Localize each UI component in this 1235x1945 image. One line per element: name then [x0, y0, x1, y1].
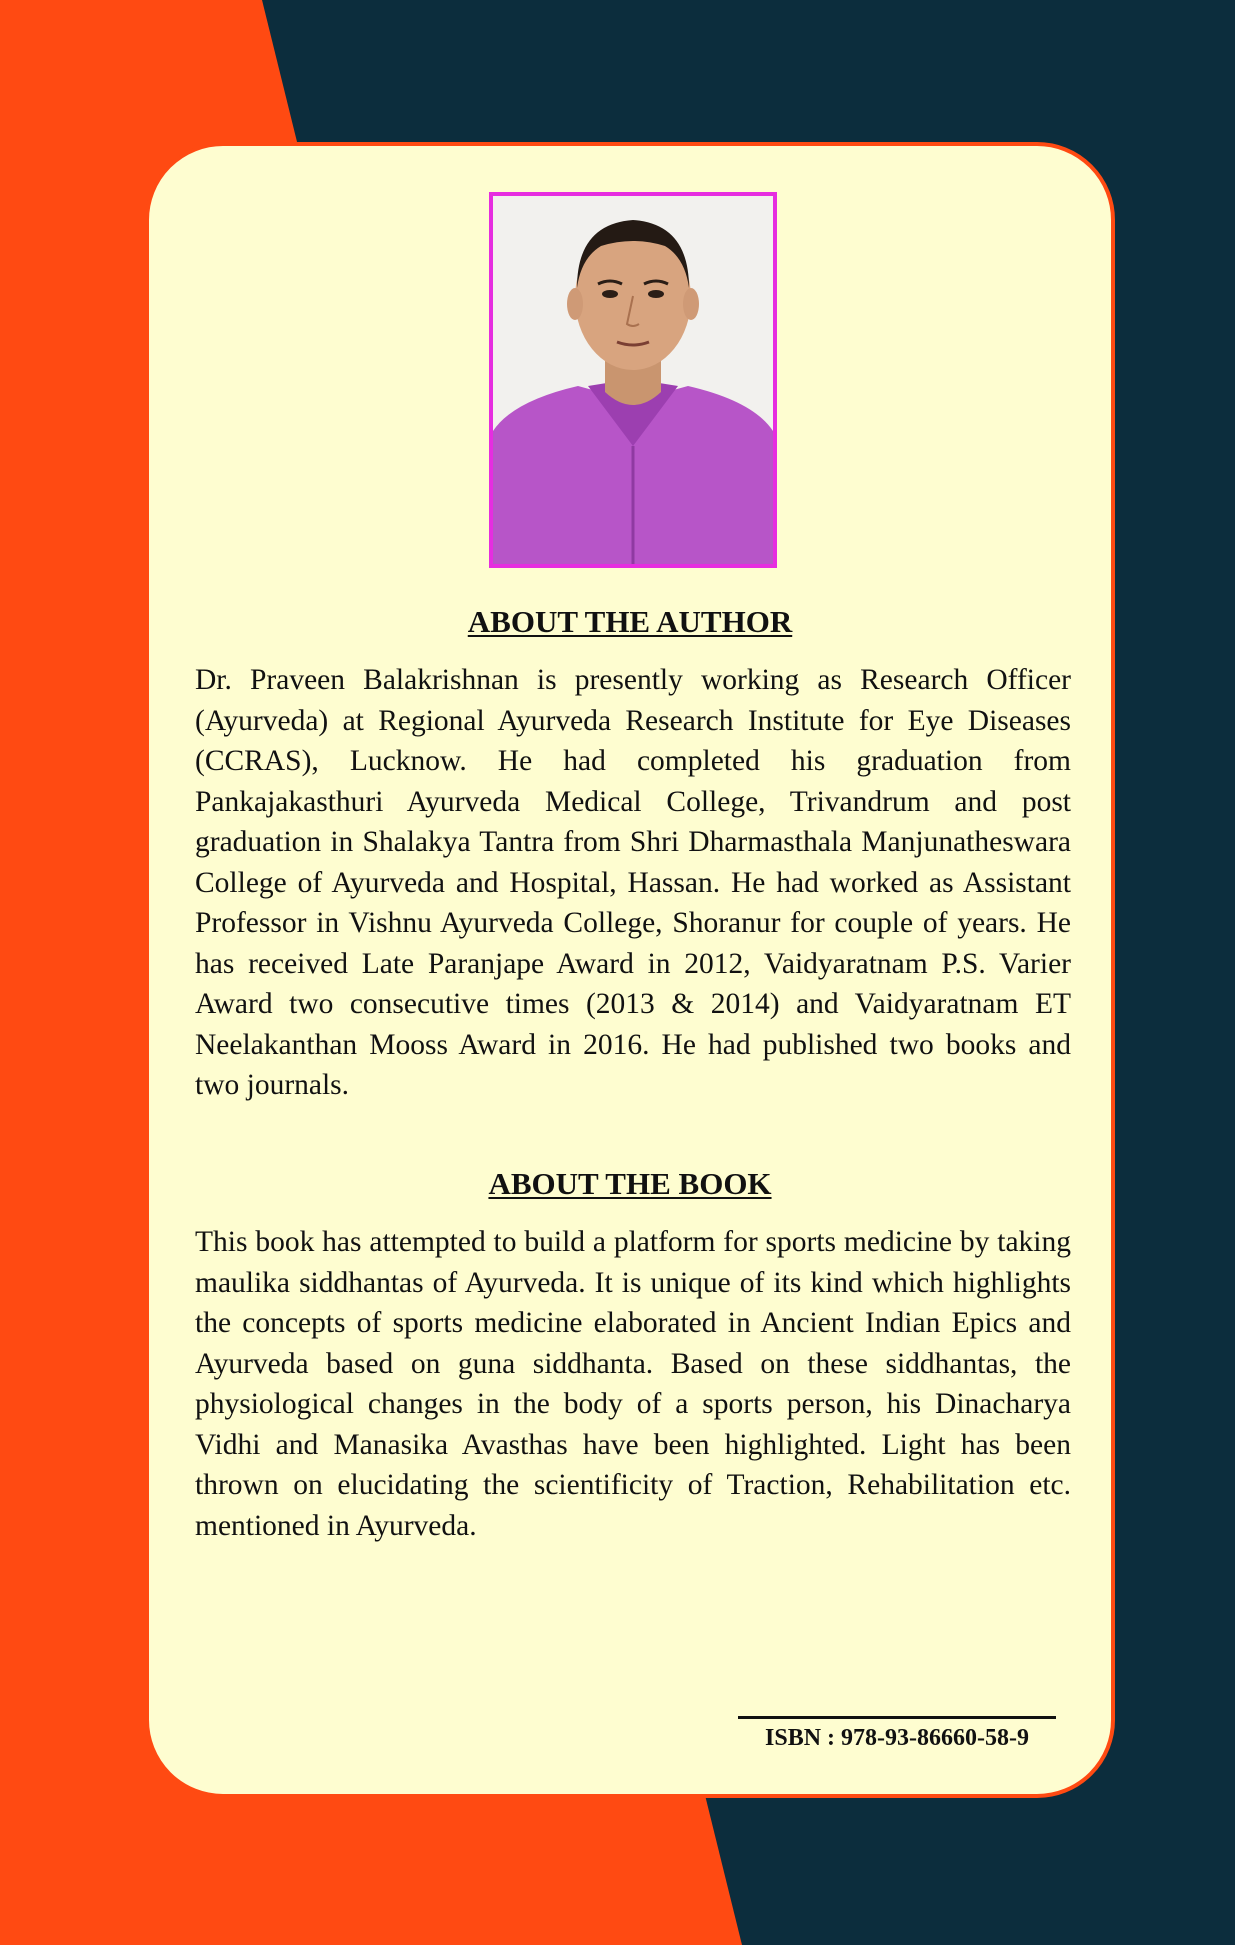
about-author-heading: ABOUT THE AUTHOR [467, 604, 793, 639]
author-photo [489, 192, 777, 568]
content-card [145, 142, 1115, 1798]
book-description: This book has attempted to build a platform for sports medicine by taking maulika siddhantas of Ayurveda. It is unique of its kind which highlights the concepts of sports medicine elaborated in Ancient Indian Epics and Ayurveda based on guna siddhanta. Based on these siddhantas, the physiological changes in the body of a sports person, his Dinacharya Vidhi and Manasika Avasthas have been highlighted. Light has been thrown on elucidating the scientificity of Traction, Rehabilitation etc. mentioned in Ayurveda. [195, 1226, 1071, 1542]
author-bio: Dr. Praveen Balakrishnan is presently working as Research Officer (Ayurveda) at Regional Ayurveda Research Institute for Eye Diseases (CCRAS), Lucknow. He had completed his graduation from Pankajakasthuri Ayurveda Medical College, Trivandrum and post graduation in Shalakya Tantra from Shri Dharmasthala Manjunatheswara College of Ayurveda and Hospital, Hassan. He had worked as Assistant Professor in Vishnu Ayurveda College, Shoranur for couple of years. He has received Late Paranjape Award in 2012, Vaidyaratnam P.S. Varier Award two consecutive times (2013 & 2014) and Vaidyaratnam ET Neelakanthan Mooss Award in 2016. He had published two books and two journals. [195, 664, 1071, 1101]
about-book-heading: ABOUT THE BOOK [488, 1166, 772, 1201]
isbn-label: ISBN : 978-93-86660-58-9 [738, 1716, 1056, 1752]
